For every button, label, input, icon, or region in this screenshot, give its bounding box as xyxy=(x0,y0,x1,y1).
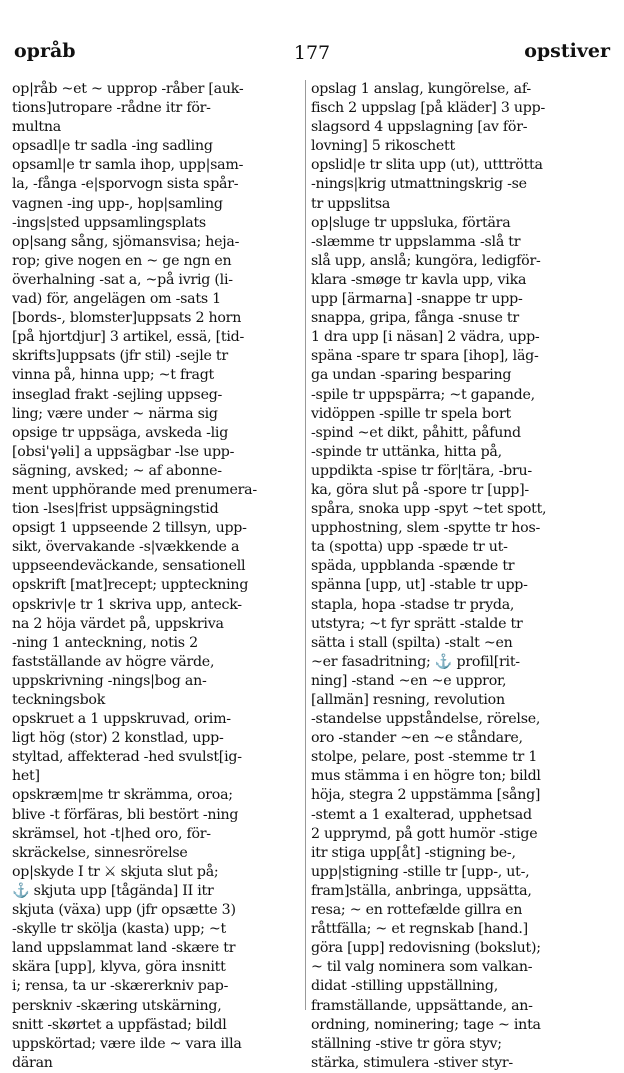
text-line: ling; være under ~ närma sig xyxy=(12,405,218,422)
text-line: opsaml|e tr samla ihop, upp|sam- xyxy=(12,157,244,174)
text-line: i; rensa, ta ur -skærerkniv pap- xyxy=(12,978,229,995)
text-line: ka, göra slut på -spore tr [upp]- xyxy=(311,481,529,498)
text-line: ~ til valg nominera som valkan- xyxy=(311,959,533,976)
text-line: fram]ställa, anbringa, uppsätta, xyxy=(311,882,532,899)
text-line: opsige tr uppsäga, avskeda -lig xyxy=(12,424,229,441)
text-line: [obsi'γəli] a uppsägbar -lse upp- xyxy=(12,443,235,460)
header-right-guide-word: opstiver xyxy=(524,40,610,62)
text-line: uppseendeväckande, sensationell xyxy=(12,558,246,575)
text-line: teckningsbok xyxy=(12,692,106,708)
text-line: opsigt 1 uppseende 2 tillsyn, upp- xyxy=(12,520,247,537)
text-line: didat -stilling uppställning, xyxy=(311,978,498,995)
text-line: klara -smøge tr kavla upp, vika xyxy=(311,271,527,288)
text-line: vinna på, hinna upp; ~t fragt xyxy=(12,367,214,384)
text-line: opskræm|me tr skrämma, oroa; xyxy=(12,787,233,804)
text-line: het] xyxy=(12,768,40,785)
text-line: upp [ärmarna] -snappe tr upp- xyxy=(311,291,523,308)
text-line: la, -fånga -e|sporvogn sista spår- xyxy=(12,176,239,193)
text-line: upp|stigning -stille tr [upp-, ut-, xyxy=(311,863,530,880)
text-line: slå upp, anslå; kungöra, ledigför- xyxy=(311,252,541,269)
text-line: snappa, gripa, fånga -snuse tr xyxy=(311,310,519,327)
text-line: tions]utropare -rådne itr för- xyxy=(12,100,211,117)
text-line: -ning 1 anteckning, notis 2 xyxy=(12,634,198,651)
text-line: upphostning, slem -spytte tr hos- xyxy=(311,520,541,537)
text-line: göra [upp] redovisning (bokslut); xyxy=(311,940,541,957)
text-line: råttfälla; ~ et regnskab [hand.] xyxy=(311,921,528,938)
text-line: -skylle tr skölja (kasta) upp; ~t xyxy=(12,921,226,938)
text-line: -nings|krig utmattningskrig -se xyxy=(311,176,527,193)
text-line: ga undan -sparing besparing xyxy=(311,367,512,384)
text-line: vidöppen -spille tr spela bort xyxy=(311,405,511,422)
text-line: överhalning -sat a, ~på ivrig (li- xyxy=(12,271,233,288)
text-line: snitt -skørtet a uppfästad; bildl xyxy=(12,1016,227,1033)
text-line: op|råb ~et ~ upprop -råber [auk- xyxy=(12,81,244,97)
text-line: skjuta (växa) upp (jfr opsætte 3) xyxy=(12,902,236,919)
left-column xyxy=(12,80,300,1073)
text-line: op|sluge tr uppsluka, förtära xyxy=(311,214,511,231)
text-line: 2 upprymd, på gott humör -stige xyxy=(311,825,538,842)
header-left-guide-word: opråb xyxy=(14,40,76,62)
text-line: ~er fasadritning; ⚓ profil[rit- xyxy=(311,653,520,670)
text-line: -spinde tr uttänka, hitta på, xyxy=(311,443,502,460)
text-line: -slæmme tr uppslamma -slå tr xyxy=(311,233,521,250)
text-line: spåra, snoka upp -spyt ~tet spott, xyxy=(311,501,547,518)
text-line: rop; give nogen en ~ ge ngn en xyxy=(12,252,232,269)
text-line: na 2 höja värdet på, uppskriva xyxy=(12,615,224,632)
text-line: lovning] 5 rikoschett xyxy=(311,138,455,155)
text-line: sägning, avsked; ~ af abonne- xyxy=(12,462,222,479)
text-line: höja, stegra 2 uppstämma [sång] xyxy=(311,787,541,804)
text-line: uppskrivning -nings|bog an- xyxy=(12,672,207,689)
text-line: -ings|sted uppsamlingsplats xyxy=(12,214,206,231)
text-line: ment upphörande med prenumera- xyxy=(12,481,257,498)
text-line: resa; ~ en rottefælde gillra en xyxy=(311,902,523,919)
text-line: vagnen -ing upp-, hop|samling xyxy=(12,195,223,212)
text-line: ta (spotta) upp -spæde tr ut- xyxy=(311,539,508,556)
text-line: utstyra; ~t fyr sprätt -stalde tr xyxy=(311,615,523,632)
text-line: fisch 2 uppslag [på kläder] 3 upp- xyxy=(311,100,545,117)
text-line: ⚓ skjuta upp [tågända] II itr xyxy=(12,882,214,899)
text-line: späna -spare tr spara [ihop], läg- xyxy=(311,348,539,365)
text-line: op|skyde I tr ⚔ skjuta slut på; xyxy=(12,863,219,880)
text-line: skrifts]uppsats (jfr stil) -sejle tr xyxy=(12,348,228,365)
text-line: uppskörtad; være ilde ~ vara illa xyxy=(12,1035,242,1052)
text-line: tion -lses|frist uppsägningstid xyxy=(12,501,219,518)
text-line: sätta i stall (spilta) -stalt ~en xyxy=(311,634,513,651)
right-column xyxy=(311,80,611,1073)
text-line: 1 dra upp [i näsan] 2 vädra, upp- xyxy=(311,329,540,346)
text-line: tr uppslitsa xyxy=(311,195,391,212)
text-line: skära [upp], klyva, göra insnitt xyxy=(12,959,226,976)
text-line: perskniv -skæring utskärning, xyxy=(12,997,222,1014)
text-line: stolpe, pelare, post -stemme tr 1 xyxy=(311,749,538,766)
text-line: opsadl|e tr sadla -ing sadling xyxy=(12,138,213,155)
text-line: blive -t förfäras, bli bestört -ning xyxy=(12,806,239,823)
text-line: ordning, nominering; tage ~ inta xyxy=(311,1016,541,1033)
text-line: vad) för, angelägen om -sats 1 xyxy=(12,291,221,308)
text-line: opslag 1 anslag, kungörelse, af- xyxy=(311,81,531,97)
page-header xyxy=(12,40,612,70)
text-line: [på hjortdjur] 3 artikel, essä, [tid- xyxy=(12,329,244,346)
text-line: opslid|e tr slita upp (ut), utttrötta xyxy=(311,157,543,174)
text-line: mus stämma i en högre ton; bildl xyxy=(311,768,541,785)
text-line: [bords-, blomster]uppsats 2 horn xyxy=(12,310,242,327)
text-line: ning] -stand ~en ~e uppror, xyxy=(311,672,507,689)
text-line: op|sang sång, sjömansvisa; heja- xyxy=(12,233,240,250)
text-line: slagsord 4 uppslagning [av för- xyxy=(311,119,528,136)
page-number: 177 xyxy=(293,42,331,64)
text-line: [allmän] resning, revolution xyxy=(311,692,505,708)
text-line: itr stiga upp[åt] -stigning be-, xyxy=(311,844,516,861)
text-line: ligt hög (stor) 2 konstlad, upp- xyxy=(12,730,224,747)
text-line: opskrift [mat]recept; uppteckning xyxy=(12,577,249,594)
text-line: däran xyxy=(12,1054,53,1071)
text-line: opskriv|e tr 1 skriva upp, anteck- xyxy=(12,596,242,613)
column-divider xyxy=(305,80,306,1010)
text-line: -stemt a 1 exalterad, upphetsad xyxy=(311,806,532,823)
text-line: skrämsel, hot -t|hed oro, för- xyxy=(12,825,211,842)
text-line: -standelse uppståndelse, rörelse, xyxy=(311,711,541,728)
text-line: ställning -stive tr göra styv; xyxy=(311,1035,502,1052)
text-line: stapla, hopa -stadse tr pryda, xyxy=(311,596,515,613)
text-line: fastställande av högre värde, xyxy=(12,653,215,670)
text-line: multna xyxy=(12,119,61,136)
text-line: späda, uppblanda -spænde tr xyxy=(311,558,515,575)
text-line: -spile tr uppspärra; ~t gapande, xyxy=(311,386,535,403)
text-line: land uppslammat land -skære tr xyxy=(12,940,236,957)
text-line: skräckelse, sinnesrörelse xyxy=(12,844,188,861)
text-line: styltad, affekterad -hed svulst[ig- xyxy=(12,749,242,766)
text-line: uppdikta -spise tr för|tära, -bru- xyxy=(311,462,532,479)
text-line: -spind ~et dikt, påhitt, påfund xyxy=(311,424,521,441)
text-line: opskruet a 1 uppskruvad, orim- xyxy=(12,711,231,728)
text-line: sikt, övervakande -s|vækkende a xyxy=(12,539,240,556)
text-line: framställande, uppsättande, an- xyxy=(311,997,533,1014)
text-line: stärka, stimulera -stiver styr- xyxy=(311,1054,513,1071)
text-line: spänna [upp, ut] -stable tr upp- xyxy=(311,577,528,594)
text-line: oro -stander ~en ~e ståndare, xyxy=(311,730,523,747)
text-line: inseglad frakt -sejling uppseg- xyxy=(12,386,223,403)
